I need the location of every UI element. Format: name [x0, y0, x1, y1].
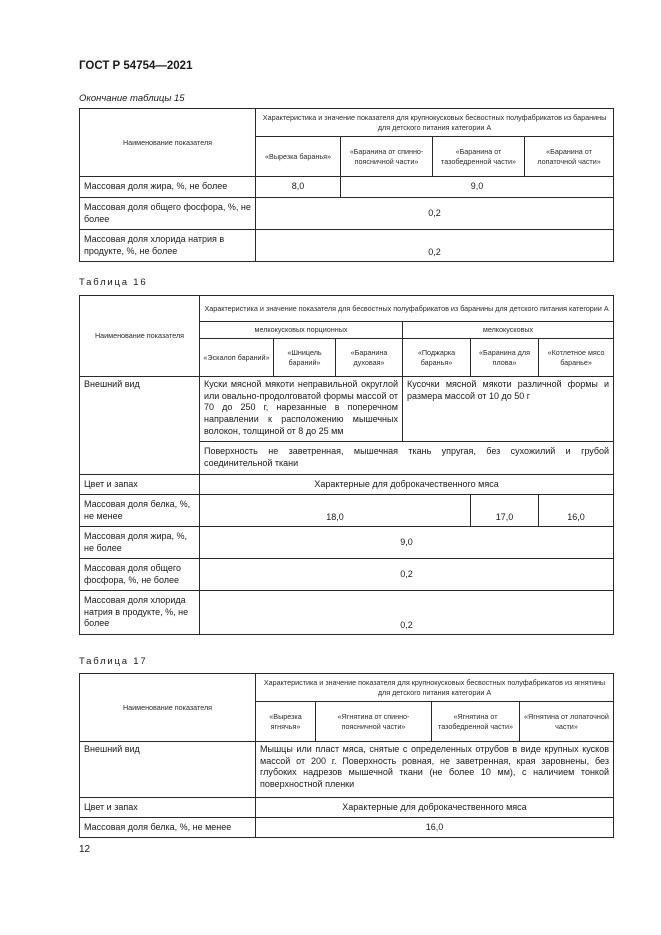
table-15-end: [79, 108, 614, 262]
table15-caption: Окончание таблицы 15: [79, 93, 185, 104]
row-label: Массовая доля белка, %, не менее: [80, 495, 200, 527]
table-row: [80, 591, 614, 635]
row-label: Цвет и запах: [80, 475, 200, 495]
column-header: «Баранина для плова»: [471, 339, 539, 377]
table-row: [80, 527, 614, 559]
value-cell: 0,2: [256, 230, 614, 262]
group-header: Характеристика и значение показателя для крупнокусковых бесвостных полуфабрикатов из ягнятины для детского питания категории А: [256, 674, 614, 702]
table17-caption: Таблица 17: [79, 656, 148, 667]
value-cell: Куски мясной мякоти неправильной округлой или овально-продолговатой формы массой от 70 до 250 г, нарезанные в поперечном направлении к расположению мышечных волокон, толщиной от 8 до 25 мм: [200, 377, 403, 442]
value-cell: Кусочки мясной мякоти различной формы и размера массой от 10 до 50 г: [403, 377, 614, 442]
value-cell: 0,2: [200, 591, 614, 635]
row-label: Внешний вид: [80, 742, 256, 798]
column-header: «Баранина духовая»: [336, 339, 403, 377]
value-cell: 16,0: [256, 818, 614, 838]
value-cell: Мышцы или пласт мяса, снятые с определенных отрубов в виде крупных кусков массой от 200 г. Поверхность ровная, не заветренная, края заровнены, без глубоких надрезов мышечной ткани (не более 10 мм), с наличием тонкой поверхностной пленки: [256, 742, 614, 798]
param-header: Наименование показателя: [80, 109, 256, 177]
value-cell: 18,0: [200, 495, 471, 527]
row-label: Внешний вид: [80, 377, 200, 475]
row-label: Массовая доля общего фосфора, %, не более: [80, 198, 256, 230]
column-header: «Ягнятина от лопаточной части»: [520, 702, 614, 742]
column-header: «Баранина от лопаточной части»: [525, 137, 614, 177]
table-row: [80, 198, 614, 230]
row-label: Массовая доля жира, %, не более: [80, 177, 256, 198]
sub-header-small: мелкокусковых: [403, 322, 614, 339]
table-row: [80, 559, 614, 591]
table-row: [80, 742, 614, 798]
group-header: Характеристика и значение показателя для бесвостных полуфабрикатов из баранины для детского питания категории А: [200, 296, 614, 322]
row-label: Массовая доля белка, %, не менее: [80, 818, 256, 838]
column-header: «Баранина от спинно-поясничной части»: [341, 137, 433, 177]
value-cell: 16,0: [539, 495, 614, 527]
value-cell: Характерные для доброкачественного мяса: [256, 798, 614, 818]
value-cell: Поверхность не заветренная, мышечная ткань упругая, без сухожилий и грубой соединительной ткани: [200, 442, 614, 475]
row-label: Цвет и запах: [80, 798, 256, 818]
column-header: «Котлетное мясо баранье»: [539, 339, 614, 377]
value-cell: 0,2: [256, 198, 614, 230]
table-row: [80, 230, 614, 262]
value-cell: 8,0: [256, 177, 341, 198]
column-header: «Эскалоп бараний»: [200, 339, 274, 377]
value-cell: 9,0: [200, 527, 614, 559]
table-row: [80, 495, 614, 527]
param-header: Наименование показателя: [80, 296, 200, 377]
table-row: [80, 377, 614, 442]
value-cell: 0,2: [200, 559, 614, 591]
param-header: Наименование показателя: [80, 674, 256, 742]
table-17: [79, 673, 614, 838]
row-label: Массовая доля жира, %, не более: [80, 527, 200, 559]
column-header: «Ягнятина от тазобедренной части»: [432, 702, 520, 742]
table16-caption: Таблица 16: [79, 277, 148, 288]
sub-header-portion: мелкокусковых порционных: [200, 322, 403, 339]
column-header: «Баранина от тазобедренной части»: [433, 137, 525, 177]
value-cell: 17,0: [471, 495, 539, 527]
table-row: [80, 475, 614, 495]
group-header: Характеристика и значение показателя для крупнокусковых бесвостных полуфабрикатов из баранины для детского питания категории А: [256, 109, 614, 137]
table-row: [80, 818, 614, 838]
column-header: «Вырезка баранья»: [256, 137, 341, 177]
column-header: «Поджарка баранья»: [403, 339, 471, 377]
table-16: [79, 295, 614, 635]
value-cell: 9,0: [341, 177, 614, 198]
row-label: Массовая доля общего фосфора, %, не более: [80, 559, 200, 591]
row-label: Массовая доля хлорида натрия в продукте, %, не более: [80, 230, 256, 262]
row-label: Массовая доля хлорида натрия в продукте, %, не более: [80, 591, 200, 635]
column-header: «Ягнятина от спинно-поясничной части»: [316, 702, 432, 742]
value-cell: Характерные для доброкачественного мяса: [200, 475, 614, 495]
document-code: ГОСТ Р 54754—2021: [79, 60, 193, 72]
table-row: [80, 798, 614, 818]
table-row: [80, 177, 614, 198]
column-header: «Шницель бараний»: [274, 339, 336, 377]
column-header: «Вырезка ягнячья»: [256, 702, 316, 742]
page-number: 12: [79, 844, 91, 855]
